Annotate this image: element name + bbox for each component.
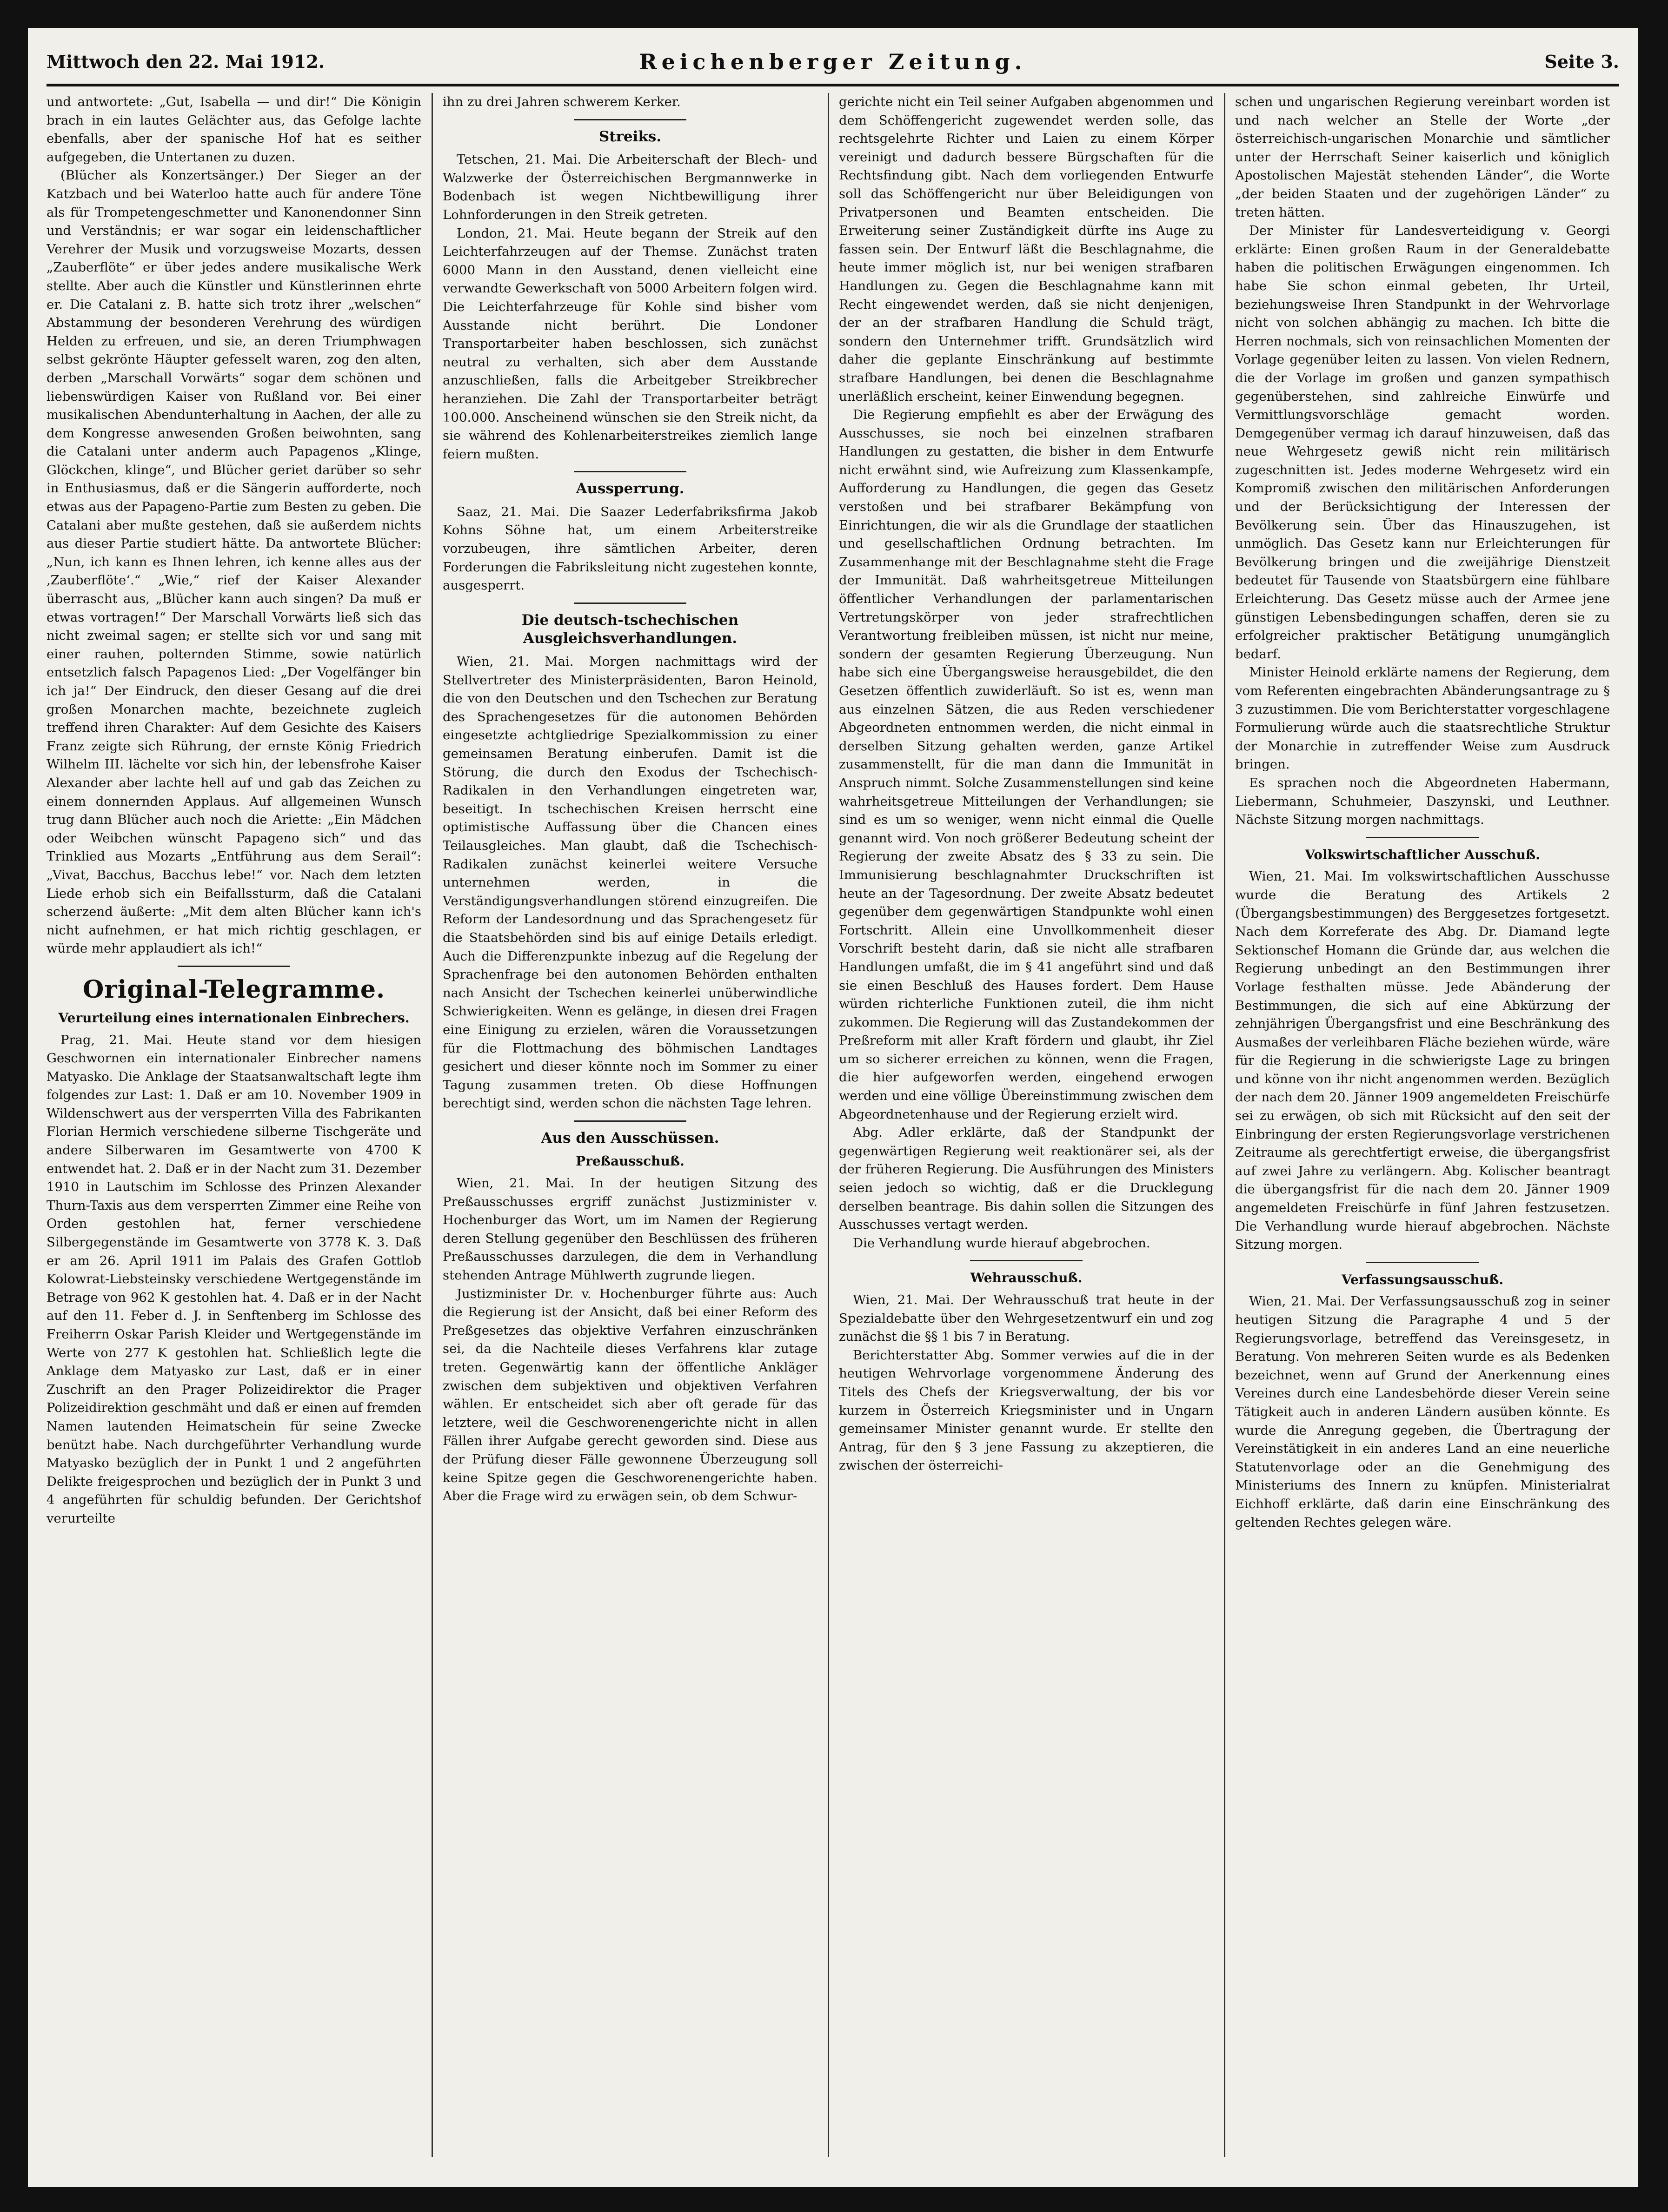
column-2 (443, 93, 817, 2171)
paragraph: Der Minister für Landesverteidigung v. Georgi erklärte: Einen großen Raum in der Generaldebatte haben die politischen Erwägungen eingenommen. Ich habe Sie schon einmal gebeten, Ihr Urteil, beziehungsweise Ihren Standpunkt in der Wehrvorlage nicht von solchen abhängig zu machen. Ich bitte die Herren nochmals, sich von reinsachlichen Momenten der Vorlage gegenüber leiten zu lassen. Von vielen Rednern, die der Vorlage im großen und ganzen sympathisch gegenüberstehen, sind zahlreiche Einwürfe und Vermittlungsvorschläge gemacht worden. Demgegenüber vermag ich darauf hinzuweisen, daß das neue Wehrgesetz gewiß nicht rein militärisch zugeschnitten ist. Jedes moderne Wehrgesetz wird ein Kompromiß zwischen den militärischen Anforderungen und der Berücksichtigung der Interessen der Bevölkerung sein. Über das Hinauszugehen, ist unmöglich. Das Gesetz kann nur Erleichterungen für Bevölkerung bringen und die zweijährige Dienstzeit bedeutet für Tausende von Staatsbürgern eine fühlbare Erleichterung. Das Gesetz müsse auch der Armee jene günstigen Lebensbedingungen schaffen, deren sie zu erfolgreicher praktischer Betätigung unumgänglich bedarf. (1235, 223, 1610, 662)
divider (970, 1260, 1083, 1261)
paragraph: Wien, 21. Mai. In der heutigen Sitzung des Preßausschusses ergriff zunächst Justizminister v. Hochenburger das Wort, um im Namen der Regierung deren Stellung gegenüber den Beschlüssen des früheren Preßausschusses darzulegen, die dem in Verhandlung stehenden Antrage Mühlwerth zugrunde liegen. (443, 1176, 817, 1283)
divider (574, 603, 686, 604)
column-divider (1224, 93, 1225, 2157)
section-heading: Original-Telegramme. (82, 975, 385, 1004)
paragraph: Wien, 21. Mai. Der Verfassungsausschuß zog in seiner heutigen Sitzung die Paragraphe 4 und 5 der Regierungsvorlage, betreffend das Vereinsgesetz, in Beratung. Von mehreren Seiten wurde es als Bedenken bezeichnet, wenn auf Grund der Anerkennung eines Vereines durch eine Landesbehörde dieser Verein seine Tätigkeit auch in anderen Ländern ausüben könnte. Es wurde die Anregung gegeben, die Übertragung der Vereinstätigkeit in ein anderes Land an eine neuerliche Statutenvorlage oder an die Genehmigung des Ministeriums des Innern zu knüpfen. Ministerialrat Eichhoff erklärte, daß darin eine Einschränkung des geltenden Rechtes gelegen wäre. (1235, 1294, 1610, 1530)
paragraph: Prag, 21. Mai. Heute stand vor dem hiesigen Geschwornen ein internationaler Einbrecher namens Matyasko. Die Anklage der Staatsanwaltschaft legte ihm folgendes zur Last: 1. Daß er am 10. November 1909 in Wildenschwert aus der versperrten Villa des Fabrikanten Florian Hermich verschiedene silberne Tischgeräte und andere Silberwaren im Gesamtwerte von 4700 K entwendet hat. 2. Daß er in der Nacht zum 31. Dezember 1910 in Lautschim im Schlosse des Prinzen Alexander Thurn-Taxis aus dem versperrten Zimmer eine Reihe von Orden gestohlen hat, ferner verschiedene Silbergegenstände im Gesamtwerte von 3778 K. 3. Daß er am 26. April 1911 im Palais des Grafen Gottlob Kolowrat-Liebsteinsky verschiedene Wertgegenstände im Betrage von 962 K gestohlen hat. 4. Daß er in der Nacht auf den 11. Feber d. J. in Senftenberg im Schlosse des Freiherrn Oskar Parish Kleider und Wertgegenstände im Werte von 277 K gestohlen hat. Schließlich legte die Anklage dem Matyasko zur Last, daß er in einer Zuschrift an den Prager Polizeidirektor die Prager Polizeidirektion geschmäht und daß er einen auf fremden Namen lautenden Heimatschein für seine Zwecke benützt habe. Nach durchgeführter Verhandlung wurde Matyasko bezüglich der in Punkt 1 und 2 angeführten Delikte freigesprochen und bezüglich der in Punkt 3 und 4 angeführten für schuldig befunden. Der Gerichtshof verurteilte (47, 1032, 421, 1526)
header-rule (47, 84, 1619, 86)
paragraph: Es sprachen noch die Abgeordneten Habermann, Liebermann, Schuhmeier, Daszynski, und Leuthner. Nächste Sitzung morgen nachmittags. (1235, 775, 1610, 828)
divider (178, 966, 290, 967)
section-heading: Streiks. (598, 128, 662, 145)
divider (574, 119, 686, 120)
section-heading: Die deutsch-tschechischen Ausgleichsverhandlungen. (521, 611, 739, 647)
paragraph: Die Verhandlung wurde hierauf abgebrochen. (853, 1235, 1150, 1251)
newspaper-page (28, 28, 1638, 2187)
column-divider (432, 93, 433, 2157)
article-heading: Verfassungsausschuß. (1341, 1272, 1504, 1287)
paragraph: gerichte nicht ein Teil seiner Aufgaben abgenommen und dem Schöffengericht zugewendet werden solle, das rechtsgelehrte Richter und Laien zu einem Körper vereinigt und dadurch bessere Bürgschaften für die Rechtsfindung gibt. Nach dem vorliegenden Entwurfe soll das Schöffengericht nur über Beleidigungen von Privatpersonen und Beamten entscheiden. Die Erweiterung seiner Zuständigkeit dürfte ins Auge zu fassen sein. Der Entwurf läßt die Beschlagnahme, die heute immer möglich ist, nur bei wenigen strafbaren Handlungen zu. Gegen die Beschlagnahme kann mit Recht eingewendet werden, daß sie nicht denjenigen, der an der strafbaren Handlung die Schuld trägt, sondern den Unternehmer trifft. Grundsätzlich wird daher die geplante Einschränkung auf bestimmte strafbare Handlungen, bei denen die Beschlagnahme unerläßlich erscheint, keiner Einwendung begegnen. (839, 94, 1214, 404)
section-heading: Aussperrung. (576, 480, 684, 497)
page-number: Seite 3. (1544, 51, 1619, 72)
article-heading: Volkswirtschaftlicher Ausschuß. (1305, 847, 1540, 862)
column-3 (839, 93, 1214, 2171)
page-header (47, 51, 1619, 81)
header-date: Mittwoch den 22. Mai 1912. (47, 51, 325, 72)
article-heading: Verurteilung eines internationalen Einbrechers. (58, 1010, 410, 1026)
paragraph: und antwortete: „Gut, Isabella — und dir!“ Die Königin brach in ein lautes Gelächter aus, das Gefolge lachte ebenfalls, aber der spanische Hof hat es seither aufgegeben, die Untertanen zu duzen. (47, 94, 421, 165)
column-divider (828, 93, 829, 2157)
paragraph: Die Regierung empfiehlt es aber der Erwägung des Ausschusses, sie noch bei einzelnen strafbaren Handlungen zu gestatten, die bisher in dem Entwurfe nicht erwähnt sind, wie Aufreizung zum Klassenkampfe, Aufforderung zu Handlungen, die gegen das Gesetz verstoßen und bei strafbarer Bekämpfung von Einrichtungen, die wir als die Grundlage der staatlichen und gesellschaftlichen Ordnung betrachten. Im Zusammenhange mit der Beschlagnahme steht die Frage der Immunität. Daß wahrheitsgetreue Mitteilungen öffentlicher Verhandlungen der parlamentarischen Vertretungskörper von jeder strafrechtlichen Verantwortung freibleiben müssen, ist nicht nur meine, sondern der gesamten Regierung Überzeugung. Nun habe sich eine Übergangsweise herausgebildet, die den Gesetzen öffentlich zuwiderläuft. So ist es, wenn man aus einzelnen Sätzen, die aus Reden verschiedener Abgeordneten entnommen werden, die nicht einmal in derselben Sitzung gehalten werden, ganze Artikel zusammenstellt, für die man dann die Immunität in Anspruch nimmt. Solche Zusammenstellungen sind keine wahrheitsgetreue Mitteilungen der Verhandlungen; sie sind es um so weniger, wenn nicht einmal die Quelle genannt wird. Von noch größerer Bedeutung scheint der Regierung der zweite Absatz des § 33 zu sein. Die Immunisierung beschlagnahmter Druckschriften ist heute an der Tagesordnung. Der zweite Absatz bedeutet gegenüber dem gegenwärtigen Standpunkte wohl einen Fortschritt. Allein eine Unvollkommenheit dieser Vorschrift besteht darin, daß sie nicht alle strafbaren Handlungen umfaßt, die im § 41 angeführt sind und daß sie einen Beschluß des Hauses fordert. Dem Hause würden richterliche Funktionen zuteil, die ihm nicht zukommen. Die Regierung will das Zustandekommen der Preßreform mit aller Kraft fördern und glaubt, ihr Ziel um so sicherer erreichen zu können, wenn die Fragen, die hier aufgeworfen werden, eingehend erwogen werden und eine völlige Übereinstimmung zwischen dem Abgeordnetenhause und der Regierung erzielt wird. (839, 407, 1214, 1122)
column-1 (47, 93, 421, 2171)
paragraph: Justizminister Dr. v. Hochenburger führte aus: Auch die Regierung ist der Ansicht, daß bei einer Reform des Preßgesetzes das objektive Verfahren einzuschränken sei, da die Nachteile dieses Verfahrens klar zutage treten. Gegenwärtig kann der öffentliche Ankläger zwischen dem subjektiven und objektiven Verfahren wählen. Er entscheidet sich aber oft gerade für das letztere, weil die Geschworenengerichte nicht in allen Fällen ihrer Aufgabe gerecht geworden sind. Diese aus der Prüfung dieser Fälle gewonnene Überzeugung soll keine Spitze gegen die Geschworenengerichte haben. Aber die Frage wird zu erwägen sein, ob dem Schwur- (443, 1286, 817, 1504)
paragraph: Wien, 21. Mai. Morgen nachmittags wird der Stellvertreter des Ministerpräsidenten, Baron Heinold, die von den Deutschen und den Tschechen zur Beratung des Sprachengesetzes für die autonomen Behörden eingesetzte achtgliedrige Spezialkommission zu einer gemeinsamen Beratung einberufen. Damit ist die Störung, die durch den Exodus der Tschechisch-Radikalen in den Verhandlungen eingetreten war, beseitigt. In tschechischen Kreisen herrscht eine optimistische Auffassung über die Chancen eines Teilausgleiches. Man glaubt, daß die Tschechisch-Radikalen zunächst keinerlei weitere Versuche unternehmen werden, in die Verständigungsverhandlungen störend einzugreifen. Die Reform der Landesordnung und das Sprachengesetz für die Staatsbehörden sind bis auf einige Details erledigt. Auch die Differenzpunkte inbezug auf die Regelung der Sprachenfrage bei den autonomen Behörden enthalten nach Ansicht der Tschechen keinerlei unüberwindliche Schwierigkeiten. Wenn es gelänge, in diesen drei Fragen eine Einigung zu erzielen, wären die Voraussetzungen für die Flottmachung des böhmischen Landtages gesichert und dieser könnte noch im Sommer zu einer Tagung zusammen treten. Ob diese Hoffnungen berechtigt sind, werden schon die nächsten Tage lehren. (443, 654, 817, 1111)
column-4 (1235, 93, 1610, 2171)
divider (574, 471, 686, 472)
paragraph: London, 21. Mai. Heute begann der Streik auf den Leichterfahrzeugen auf der Themse. Zunächst traten 6000 Mann in den Ausstand, denen vielleicht eine verwandte Gewerkschaft von 5000 Arbeitern folgen wird. Die Leichterfahrzeuge für Kohle sind bisher vom Ausstande nicht berührt. Die Londoner Transportarbeiter haben beschlossen, sich zunächst neutral zu verhalten, sich aber dem Ausstande anzuschließen, falls die Arbeitgeber Streikbrecher heranziehen. Die Zahl der Transportarbeiter beträgt 100.000. Anscheinend wünschen sie den Streik nicht, da sie während des Kohlenarbeiterstreikes ziemlich lange feiern mußten. (443, 225, 817, 462)
paragraph: (Blücher als Konzertsänger.) Der Sieger an der Katzbach und bei Waterloo hatte auch für andere Töne als für Trompetengeschmetter und Kanonendonner Sinn und Verständnis; er war sogar ein leidenschaftlicher Verehrer der Musik und vorzugsweise Mozarts, dessen „Zauberflöte“ er über jedes andere musikalische Werk stellte. Aber auch die Künstler und Künstlerinnen ehrte er. Die Catalani z. B. hatte sich trotz ihrer „welschen“ Abstammung der besonderen Verehrung des würdigen Helden zu erfreuen, und sie, an deren Triumphwagen selbst gekrönte Häupter gefesselt waren, zog den alten, derben „Marschall Vorwärts“ sogar dem schönen und liebenswürdigen Kaiser von Rußland vor. Bei einer musikalischen Abendunterhaltung in Aachen, der alle zu dem Kongresse anwesenden Großen beiwohnten, sang die Catalani unter anderm auch Papagenos „Klinge, Glöckchen, klinge“, und Blücher geriet darüber so sehr in Enthusiasmus, daß er die Sängerin aufforderte, noch etwas aus der Papageno-Partie zum Besten zu geben. Die Catalani aber mußte gestehen, daß sie außerdem nichts aus dieser Partie studiert hätte. Da antwortete Blücher: „Nun, ich kann es Ihnen lehren, ich kenne alles aus der ‚Zauberflöte‘.“ „Wie,“ rief der Kaiser Alexander überrascht aus, „Blücher kann auch singen? Da muß er etwas vortragen!“ Der Marschall Vorwärts ließ sich das nicht zweimal sagen; er stellte sich vor und sang mit einer rauhen, polternden Stimme, sowie natürlich entsetzlich falsch Papagenos Lied: „Der Vogelfänger bin ich ja!“ Der Eindruck, den dieser Gesang auf die drei großen Monarchen machte, bezeichnete zugleich treffend ihren Charakter: Auf dem Gesichte des Kaisers Franz zeigte sich Rührung, der ernste König Friedrich Wilhelm III. lächelte vor sich hin, der lebensfrohe Kaiser Alexander aber lachte hell auf und gab das Zeichen zu einem donnernden Applaus. Auf allgemeinen Wunsch trug dann Blücher auch noch die Ariette: „Ein Mädchen oder Weibchen wünscht Papageno sich“ und das Trinklied aus Mozarts „Entführung aus dem Serail“: „Vivat, Bacchus, Bacchus lebe!“ vor. Nach dem letzten Liede erhob sich ein Beifallssturm, daß die Catalani scherzend äußerte: „Mit dem alten Blücher kann ich's nicht aufnehmen, er hat mich richtig geschlagen, er würde mehr applaudiert als ich!“ (47, 168, 421, 956)
masthead-title: Reichenberger Zeitung. (639, 49, 1027, 74)
paragraph: Tetschen, 21. Mai. Die Arbeiterschaft der Blech- und Walzwerke der Österreichischen Bergmannwerke in Bodenbach ist wegen Nichtbewilligung ihrer Lohnforderungen in den Streik getreten. (443, 152, 817, 222)
paragraph: Berichterstatter Abg. Sommer verwies auf die in der heutigen Wehrvorlage vorgenommene Änderung des Titels des Chefs der Kriegsverwaltung, der bis vor kurzem in Österreich Kriegsminister und in Ungarn gemeinsamer Minister genannt wurde. Er stellte den Antrag, für den § 3 jene Fassung zu akzeptieren, die zwischen der österreichi- (839, 1347, 1214, 1473)
article-heading: Preßausschuß. (576, 1153, 684, 1169)
paragraph: Wien, 21. Mai. Im volkswirtschaftlichen Ausschusse wurde die Beratung des Artikels 2 (Übergangsbestimmungen) des Berggesetzes fortgesetzt. Nach dem Korreferate des Abg. Dr. Diamand legte Sektionschef Homann die Gründe dar, aus welchen die Regierung unbedingt an den Bestimmungen ihrer Vorlage festhalten müsse. Jede Abänderung der Bestimmungen, die sich auf eine Abkürzung der zehnjährigen Übergangsfrist und eine Beschränkung des Ausmaßes der verleihbaren Fläche beziehen würde, wäre für die Regierung in die schwierigste Lage zu bringen und könne von ihr nicht angenommen werden. Bezüglich der nach dem 20. Jänner 1909 angemeldeten Freischürfe sei zu erwägen, ob sich mit Rücksicht auf den seit der Einbringung der ersten Regierungsvorlage verstrichenen Zeitraume als gerechtfertigt erweise, die übergangsfrist auf zwei Jahre zu verlängern. Abg. Kolischer beantragt die übergangsfrist für die nach dem 20. Jänner 1909 angemeldeten Freischürfe in fünf Jahren festzusetzen. Die Verhandlung wurde hierauf abgebrochen. Nächste Sitzung morgen. (1235, 869, 1610, 1252)
divider (1366, 837, 1479, 838)
paragraph: Minister Heinold erklärte namens der Regierung, dem vom Referenten eingebrachten Abänderungsantrage zu § 3 zuzustimmen. Die vom Berichterstatter vorgeschlagene Formulierung würde auch die staatsrechtliche Struktur der Monarchie in zutreffender Weise zum Ausdruck bringen. (1235, 665, 1610, 772)
divider (574, 1120, 686, 1122)
paragraph: schen und ungarischen Regierung vereinbart worden ist und nach welcher an Stelle der Worte „der österreichisch-ungarischen Monarchie und sämtlicher unter der Herrschaft Seiner kaiserlich und königlich Apostolischen Majestät stehenden Länder“, die Worte „der beiden Staaten und der zugehörigen Länder“ zu treten hätten. (1235, 94, 1610, 220)
article-heading: Wehrausschuß. (970, 1270, 1083, 1286)
paragraph: Wien, 21. Mai. Der Wehrausschuß trat heute in der Spezialdebatte über den Wehrgesetzentwurf ein und zog zunächst die §§ 1 bis 7 in Beratung. (839, 1292, 1214, 1344)
paragraph: ihn zu drei Jahren schwerem Kerker. (443, 94, 681, 109)
paragraph: Saaz, 21. Mai. Die Saazer Lederfabriksfirma Jakob Kohns Söhne hat, um einem Arbeiterstreike vorzubeugen, ihre sämtlichen Arbeiter, deren Forderungen die Fabriksleitung nicht zugestehen konnte, ausgesperrt. (443, 504, 817, 593)
section-heading: Aus den Ausschüssen. (541, 1129, 719, 1146)
paragraph: Abg. Adler erklärte, daß der Standpunkt der gegenwärtigen Regierung weit reaktionärer sei, als der der früheren Regierung. Die Ausführungen des Ministers seien jedoch so wichtig, daß er die Drucklegung derselben beantrage. Bis dahin sollen die Sitzungen des Ausschusses vertagt werden. (839, 1125, 1214, 1232)
divider (1366, 1262, 1479, 1263)
